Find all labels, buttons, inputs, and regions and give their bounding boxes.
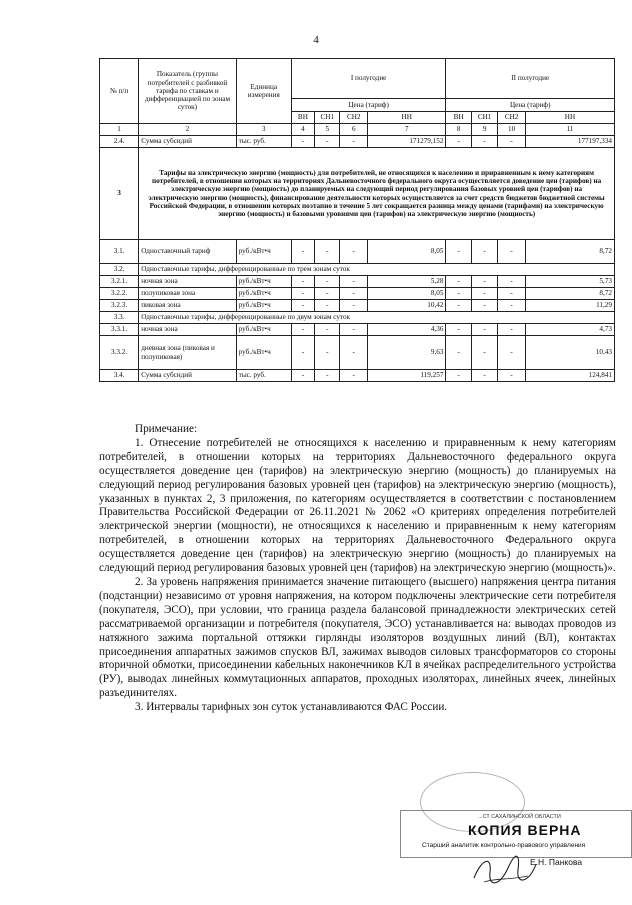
page-number: 4 (313, 34, 319, 46)
section-title: Тарифы на электрическую энергию (мощность) для потребителей, не относящихся к населению и приравненным к нему категориям потребителей, в отношении которых на территориях Дальневосточного федерального округа осуществляется доведение цен (тарифов) на электрическую энергию (мощность) до планируемых на следующий период регулирования базовых уровней цен (тарифов) на электрическую энергию (мощность), финансирование деятельности которых осуществляется за счет средств бюджетов бюджетной системы Российской Федерации, в отношении которых поэтапно в течение 5 лет сокращается разница между ценами (тарифами) на электрическую энергию (мощность) и базовыми уровнями цен (тарифов) на электрическую энергию (мощность) (139, 148, 615, 240)
cell-value: - (340, 336, 368, 370)
column-number: 4 (291, 124, 314, 136)
notes-heading: Примечание: (135, 423, 198, 435)
notes-section (99, 423, 616, 715)
row-num: 2.4. (100, 136, 139, 148)
table-row (100, 148, 615, 240)
row-unit: руб./кВт•ч (236, 288, 291, 300)
column-number: 7 (368, 124, 446, 136)
row-name: Сумма субсидий (139, 136, 236, 148)
column-number: 9 (471, 124, 497, 136)
level-header: СН2 (498, 112, 526, 124)
cell-value: - (315, 300, 340, 312)
cell-value: 10,43 (525, 336, 614, 370)
column-number: 6 (340, 124, 368, 136)
header-num: № п/п (100, 59, 139, 124)
cell-value: - (471, 336, 497, 370)
cell-value: 11,29 (525, 300, 614, 312)
cell-value: 9,63 (368, 336, 446, 370)
cell-value: - (340, 300, 368, 312)
column-number: 10 (498, 124, 526, 136)
cell-value: - (498, 136, 526, 148)
cell-value: - (291, 324, 314, 336)
cell-value: - (446, 288, 471, 300)
level-header: НН (368, 112, 446, 124)
table-row (100, 264, 615, 276)
row-name: ночная зона (139, 324, 236, 336)
cell-value: - (315, 336, 340, 370)
header-half-2: II полугодие (446, 59, 615, 99)
level-header: ВН (446, 112, 471, 124)
cell-value: - (498, 276, 526, 288)
row-num: 3.1. (100, 240, 139, 264)
table-row (100, 240, 615, 264)
cell-value: - (446, 276, 471, 288)
cell-value: - (498, 240, 526, 264)
cell-value: 8,72 (525, 288, 614, 300)
cell-value: - (446, 324, 471, 336)
cell-value: - (446, 300, 471, 312)
cell-value: - (471, 300, 497, 312)
row-num: 3.4. (100, 370, 139, 382)
section-subtitle: Одноставочные тарифы, дифференцированные по трем зонам суток (139, 264, 615, 276)
row-num: 3.3. (100, 312, 139, 324)
table-row (100, 336, 615, 370)
cell-value: - (291, 288, 314, 300)
column-number: 11 (525, 124, 614, 136)
note-paragraph-3: 3. Интервалы тарифных зон суток устанавливаются ФАС России. (135, 701, 448, 714)
cell-value: - (315, 288, 340, 300)
level-header: НН (525, 112, 614, 124)
level-header: СН2 (340, 112, 368, 124)
row-unit: тыс. руб. (236, 370, 291, 382)
cell-value: 124,841 (525, 370, 614, 382)
level-header: ВН (291, 112, 314, 124)
cell-value: 5,28 (368, 276, 446, 288)
section-num: 3 (100, 148, 139, 240)
header-unit: Единица измерения (236, 59, 291, 124)
table-row (100, 136, 615, 148)
row-num: 3.3.1. (100, 324, 139, 336)
cell-value: 5,73 (525, 276, 614, 288)
cell-value: - (291, 240, 314, 264)
row-unit: руб./кВт•ч (236, 300, 291, 312)
cell-value: - (291, 336, 314, 370)
cell-value: - (315, 276, 340, 288)
cell-value: - (340, 136, 368, 148)
cell-value: - (446, 370, 471, 382)
table-row (100, 312, 615, 324)
table-row (100, 324, 615, 336)
row-num: 3.2. (100, 264, 139, 276)
cell-value: 8,05 (368, 288, 446, 300)
cell-value: - (291, 300, 314, 312)
header-half-1: I полугодие (291, 59, 446, 99)
cell-value: - (340, 370, 368, 382)
cell-value: - (291, 370, 314, 382)
column-number: 8 (446, 124, 471, 136)
header-price-2: Цена (тариф) (446, 99, 615, 112)
table-row (100, 276, 615, 288)
cell-value: - (471, 370, 497, 382)
cell-value: 4,73 (525, 324, 614, 336)
table-row (100, 370, 615, 382)
row-num: 3.3.2. (100, 336, 139, 370)
table-row (100, 300, 615, 312)
stamp-organization: ...СТ САХАЛИНСКОЙ ОБЛАСТИ (478, 814, 561, 820)
cell-value: - (340, 240, 368, 264)
row-unit: тыс. руб. (236, 136, 291, 148)
cell-value: - (471, 324, 497, 336)
cell-value: - (340, 276, 368, 288)
header-indicator: Показатель (группы потребителей с разбивкой тарифа по ставкам и дифференциацией по зонам суток) (139, 59, 236, 124)
table-row (100, 288, 615, 300)
stamp-copy-certified: КОПИЯ ВЕРНА (468, 822, 582, 838)
cell-value: - (446, 240, 471, 264)
level-header: СН1 (315, 112, 340, 124)
header-price-1: Цена (тариф) (291, 99, 446, 112)
cell-value: 8,05 (368, 240, 446, 264)
cell-value: - (471, 136, 497, 148)
column-number: 5 (315, 124, 340, 136)
row-name: ночная зона (139, 276, 236, 288)
cell-value: - (291, 136, 314, 148)
row-num: 3.2.3. (100, 300, 139, 312)
note-paragraph-1: 1. Отнесение потребителей не относящихся к населению и приравненным к нему категориям потребителей, в отношении которых на территориях Дальневосточного федерального округа осуществляется доведение цен (тарифов) на электрическую энергию (мощность) до планируемых на следующий период регулирования базовых уровней цен (тарифов) на электрическую энергию (мощность), указанных в пунктах 2, 3 приложения, по категориям осуществляется в соответствии с постановлением Правительства Российской Федерации от 26.11.2021 № 2062 «О критериях определения потребителей электрической энергии (мощности), не относящихся к населению и приравненным к нему категориям потребителей, в отношении которых на территориях Дальневосточного Федерального округа осуществляется доведение цен (тарифов) на электрическую энергию (мощность) до планируемых на следующий период регулирования базовых уровней цен (тарифов) на электрическую энергию (мощность)». (99, 436, 616, 575)
cell-value: - (291, 276, 314, 288)
cell-value: 119,257 (368, 370, 446, 382)
cell-value: 10,42 (368, 300, 446, 312)
section-subtitle: Одноставочные тарифы, дифференцированные по двум зонам суток (139, 312, 615, 324)
cell-value: - (498, 288, 526, 300)
row-num: 3.2.1. (100, 276, 139, 288)
cell-value: - (315, 324, 340, 336)
handwritten-signature (470, 848, 540, 888)
row-unit: руб./кВт•ч (236, 276, 291, 288)
cell-value: - (471, 240, 497, 264)
column-number: 3 (236, 124, 291, 136)
note-paragraph-2: 2. За уровень напряжения принимается значение питающего (высшего) напряжения центра питания (подстанции) независимо от уровня напряжения, на котором подключены электрические сети потребителя (покупателя, ЭСО), при условии, что граница раздела балансовой принадлежности электрических сетей рассматриваемой организации и потребителя (покупателя, ЭСО) устанавливается на: выводах проводов из натяжного зажима портальной оттяжки гирлянды изоляторов воздушных линий (ВЛ), контактах присоединения аппаратных зажимов спусков ВЛ, зажимах выводов силовых трансформаторов со стороны вторичной обмотки, присоединении кабельных наконечников КЛ в ячейках распределительного устройства (РУ), выводах линейных коммутационных аппаратов, проходных изоляторах, линейных ячеек, линейных разъединителях. (99, 575, 616, 700)
stamp-department: Старший аналитик контрольно-правового управления (422, 842, 586, 849)
row-name: дневная зона (пиковая и полупиковая) (139, 336, 236, 370)
level-header: СН1 (471, 112, 497, 124)
tariff-table (99, 58, 615, 382)
cell-value: 4,36 (368, 324, 446, 336)
column-number: 1 (100, 124, 139, 136)
column-number: 2 (139, 124, 236, 136)
cell-value: - (471, 288, 497, 300)
row-name: Одноставочный тариф (139, 240, 236, 264)
cell-value: - (340, 324, 368, 336)
row-name: пиковая зона (139, 300, 236, 312)
cell-value: - (315, 136, 340, 148)
cell-value: - (498, 370, 526, 382)
cell-value: - (446, 136, 471, 148)
certification-stamp (370, 770, 632, 900)
cell-value: - (340, 288, 368, 300)
cell-value: - (498, 300, 526, 312)
row-unit: руб./кВт•ч (236, 336, 291, 370)
row-unit: руб./кВт•ч (236, 324, 291, 336)
cell-value: 177197,334 (525, 136, 614, 148)
cell-value: 171279,152 (368, 136, 446, 148)
row-name: полупиковая зона (139, 288, 236, 300)
row-name: Сумма субсидий (139, 370, 236, 382)
cell-value: - (315, 240, 340, 264)
cell-value: - (471, 276, 497, 288)
signer-name: Е.Н. Панкова (530, 857, 583, 867)
row-unit: руб./кВт•ч (236, 240, 291, 264)
cell-value: - (498, 324, 526, 336)
row-num: 3.2.2. (100, 288, 139, 300)
cell-value: - (446, 336, 471, 370)
cell-value: - (315, 370, 340, 382)
cell-value: - (498, 336, 526, 370)
cell-value: 8,72 (525, 240, 614, 264)
